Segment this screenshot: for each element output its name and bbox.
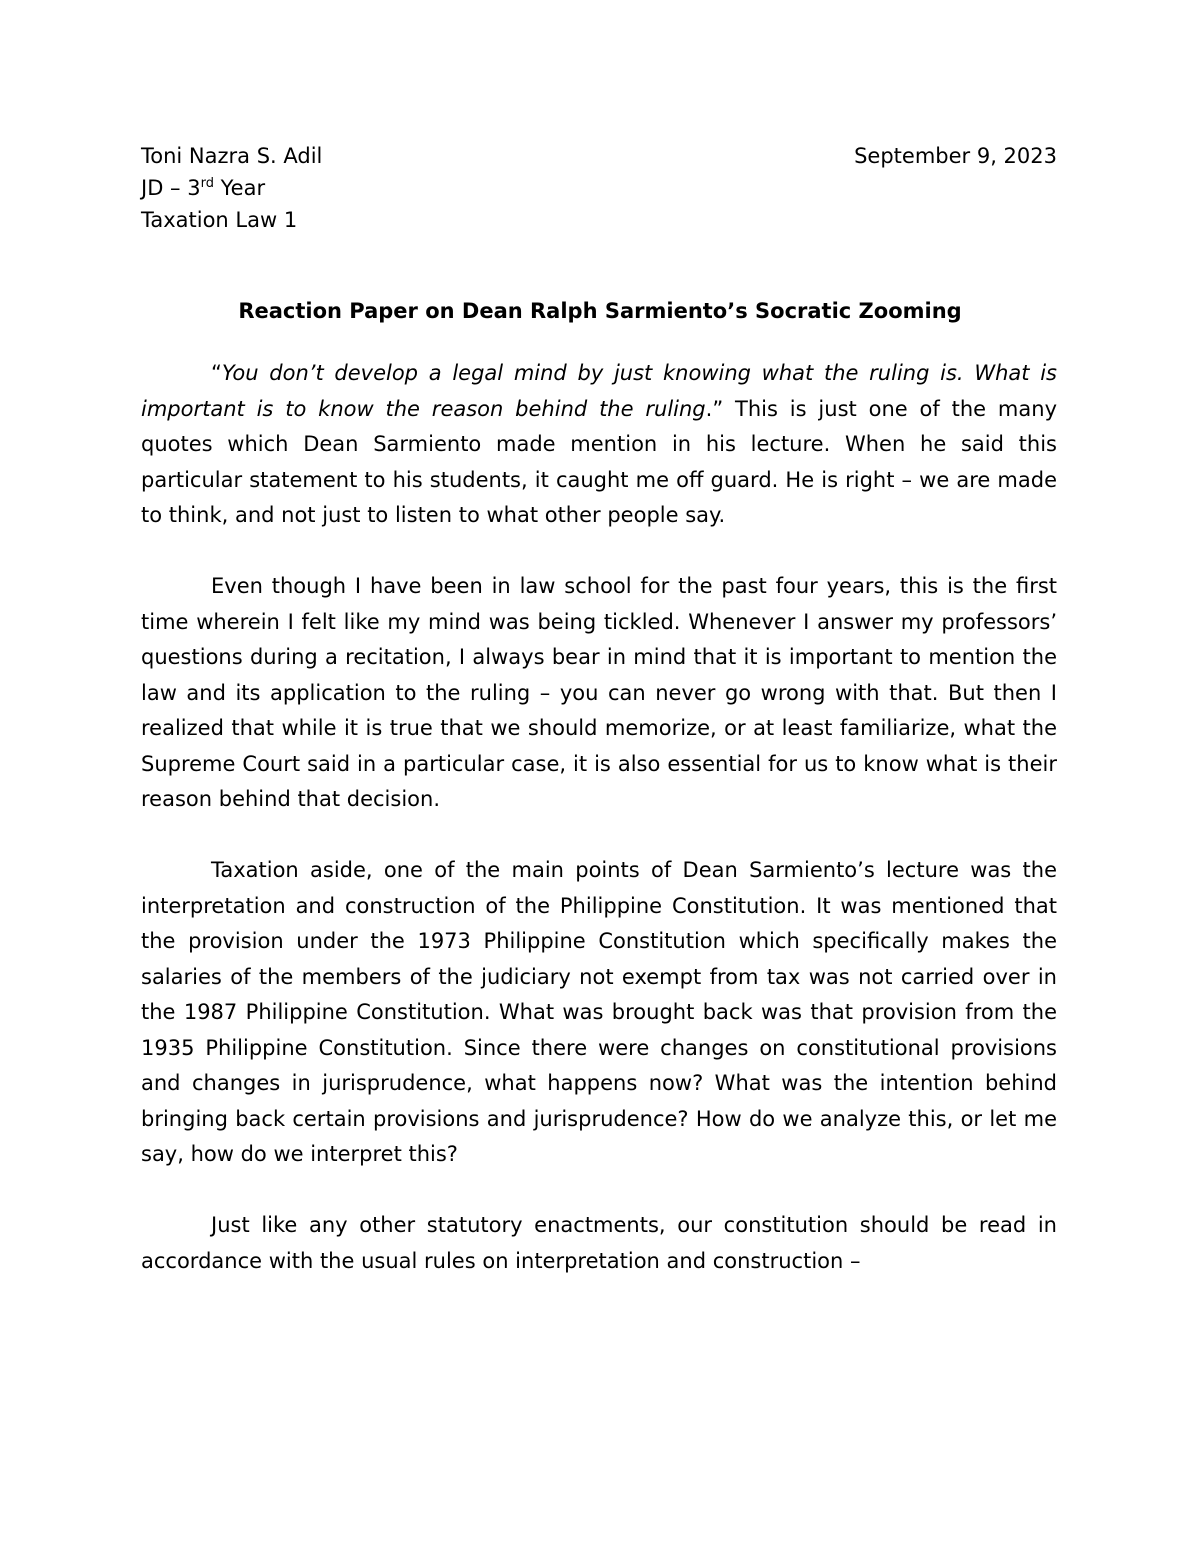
author-name: Toni Nazra S. Adil: [141, 144, 323, 168]
ordinal-suffix: rd: [200, 176, 214, 191]
paper-body: [141, 356, 1057, 1315]
program-year: [141, 172, 1057, 204]
paragraph-1-text: .” This is just one of the many quotes which Dean Sarmiento made mention in his lecture. When he said this particular statement to his students, it caught me off guard. He is right – we are made to think, and not just to listen to what other people say.: [141, 396, 1057, 527]
opening-quote: You don’t develop a legal mind by just knowing what the ruling is. What is important is to know the reason behind the ruling: [141, 361, 1057, 421]
paper-title: Reaction Paper on Dean Ralph Sarmiento’s Socratic Zooming: [238, 299, 962, 323]
document-header: [141, 140, 1057, 236]
paragraph-4: Just like any other statutory enactments, our constitution should be read in accordance with the usual rules on interpretation and construction –: [141, 1213, 1057, 1273]
paragraph-2: Even though I have been in law school for the past four years, this is the first time wherein I felt like my mind was being tickled. Whenever I answer my professors’ questions during a recitation, I always bear in mind that it is important to mention the law and its application to the ruling – you can never go wrong with that. But then I realized that while it is true that we should memorize, or at least familiarize, what the Supreme Court said in a particular case, it is also essential for us to know what is their reason behind that decision.: [141, 574, 1057, 811]
paragraph-3: Taxation aside, one of the main points of Dean Sarmiento’s lecture was the interpretation and construction of the Philippine Constitution. It was mentioned that the provision under the 1973 Philippine Constitution which specifically makes the salaries of the members of the judiciary not exempt from tax was not carried over in the 1987 Philippine Constitution. What was brought back was that provision from the 1935 Philippine Constitution. Since there were changes on constitutional provisions and changes in jurisprudence, what happens now? What was the intention behind bringing back certain provisions and jurisprudence? How do we analyze this, or let me say, how do we interpret this?: [141, 858, 1057, 1166]
quote-open-mark: “: [211, 361, 222, 385]
program-prefix: JD – 3: [141, 176, 201, 200]
program-suffix: Year: [213, 176, 266, 200]
document-date: September 9, 2023: [854, 144, 1057, 168]
course-name: Taxation Law 1: [141, 208, 298, 232]
paragraph-1: [141, 356, 1057, 534]
